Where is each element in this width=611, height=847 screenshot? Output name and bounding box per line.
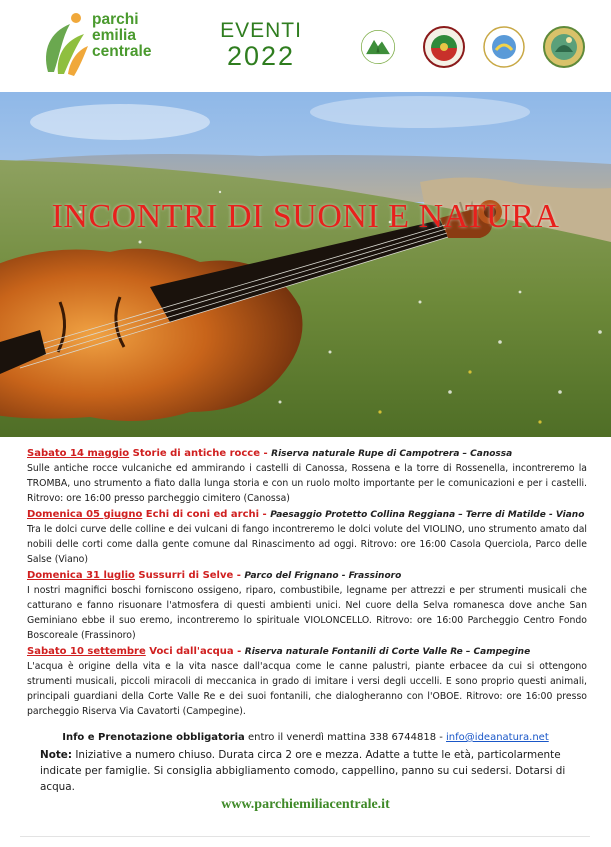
booking-text: entro il venerdì mattina 338 6744818 - [244,732,447,743]
parchi-emilia-centrale-logo [40,10,190,80]
event-title: Voci dall'acqua [145,646,234,657]
event-separator: - [233,570,245,581]
event-date: Sabato 10 settembre [27,646,146,657]
event-item [27,508,587,567]
event-item [27,569,587,643]
event-heading [27,645,587,659]
event-heading [27,569,587,583]
event-separator: - [233,646,245,657]
event-description: L'acqua è origine della vita e la vita nasce dall'acqua come le canne palustri, piante erbacee da cui si ottengono strumenti musicali, piccoli miracoli di meccanica in grado di imitare i versi degli uccelli. E sono proprio questi animali, principali guardiani della Corte Valle Re e dei suoi fontanili, che dialogheranno con l'OBOE. Ritrovo: ore 16:00 presso parcheggio Riserva Via Cavatorti (Campegine). [27,661,587,717]
network-seal-icon [481,24,527,70]
logo-line: parchi [92,11,139,28]
event-title: Sussurri di Selve [134,570,234,581]
page-header [0,0,611,92]
event-separator: - [260,448,272,459]
regional-crest-icon [421,24,467,70]
logo-line: emilia [92,27,136,44]
logo-line: centrale [92,43,152,60]
notes-label: Note: [40,749,73,761]
event-separator: - [259,509,271,520]
event-heading [27,447,587,461]
event-date: Sabato 14 maggio [27,448,130,459]
email-link[interactable]: info@ideanatura.net [446,732,549,743]
website-link[interactable]: www.parchiemiliacentrale.it [221,797,390,812]
hero-photo [0,92,611,437]
partner-logos [355,24,605,74]
nature-badge-icon [541,24,587,70]
event-item [27,447,587,506]
eventi-label: EVENTI [220,19,302,42]
event-heading [27,508,587,522]
event-title: Storie di antiche rocce [129,448,261,459]
leaf-logo-icon [40,10,90,80]
violin-landscape-photo [0,92,611,437]
event-description: Sulle antiche rocce vulcaniche ed ammirando i castelli di Canossa, Rossena e la torre di Rossenella, incontreremo la TROMBA, uno strumento a fiato dalla lunga storia e con un ruolo molto importante per le comunicazioni e per i castelli. Ritrovo: ore 16:00 presso parcheggio cimitero (Canossa) [27,463,587,504]
booking-label: Info e Prenotazione obbligatoria [62,732,245,743]
event-place: Riserva naturale Fontanili di Corte Valle Re – Campegine [244,647,531,657]
bottom-divider [20,836,590,837]
event-series-title: INCONTRI DI SUONI E NATURA [51,198,560,235]
logo-wordmark [92,12,151,60]
event-date: Domenica 31 luglio [27,570,135,581]
event-place: Riserva naturale Rupe di Campotrera – Canossa [271,449,513,459]
notes-text: Iniziative a numero chiuso. Durata circa 2 ore e mezza. Adatte a tutte le età, particolarmente indicate per famiglie. Si consiglia abbigliamento comodo, cappellino, panno su cui sedersi. Dotarsi di acqua. [40,749,566,793]
event-place: Parco del Frignano - Frassinoro [244,571,402,581]
event-date: Domenica 05 giugno [27,509,143,520]
parco-del-frignano-logo-icon [355,24,401,70]
event-description: Tra le dolci curve delle colline e dei vulcani di fango incontreremo le dolci volute del VIOLINO, uno strumento amato dal nobili delle corti come dalla gente comune dal Rinascimento ad oggi. Ritrovo: ore 16:00 Casola Querciola, Parco delle Salse (Viano) [27,524,587,565]
year-label: 2022 [226,41,296,71]
event-item [27,645,587,719]
event-title: Echi di coni ed archi [142,509,260,520]
notes [40,747,570,795]
events-list [27,447,587,721]
event-place: Paesaggio Protetto Collina Reggiana – Terre di Matilde - Viano [270,510,585,520]
booking-info [0,732,611,743]
event-description: I nostri magnifici boschi forniscono ossigeno, riparo, combustibile, legname per attrezzi e per strumenti musicali che catturano e fanno risuonare l'atmosfera di questi ambienti unici. Nel cuore della Selva romanesca dove anche San Geminiano ebbe il suo eremo, incontreremo lo spirituale VIOLONCELLO. Ritrovo: ore 16:00 Parcheggio Centro Fondo Boscoreale (Frassinoro) [27,585,587,641]
eventi-year-label [215,20,307,70]
